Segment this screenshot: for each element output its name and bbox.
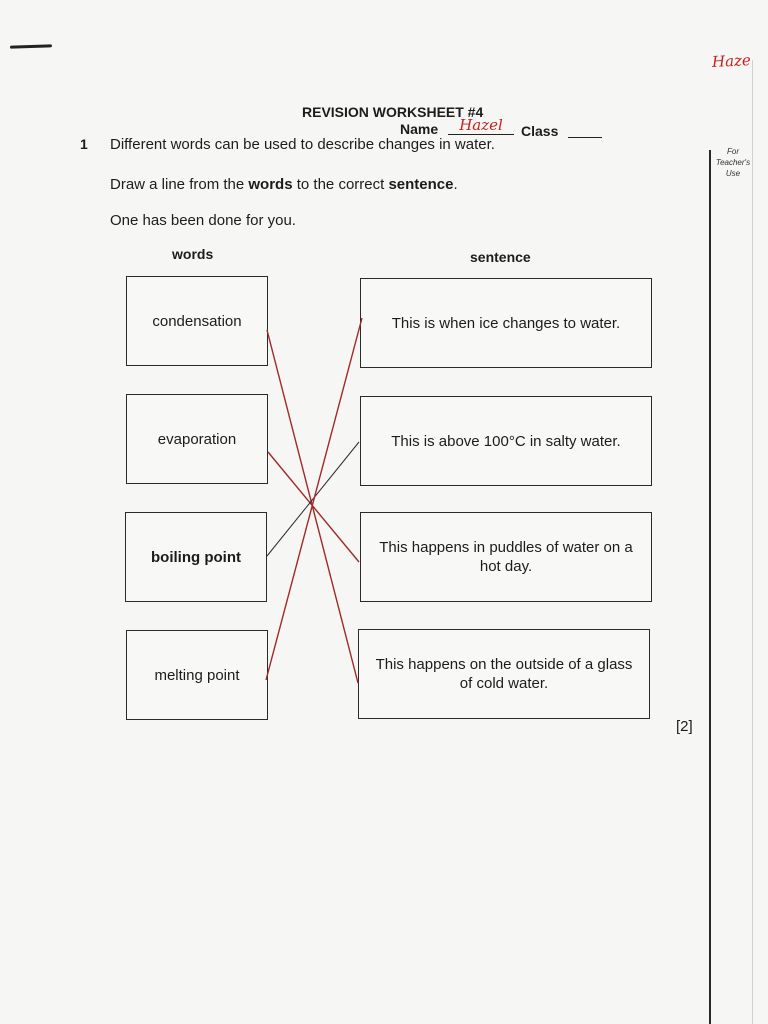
connector-line-evaporation	[268, 452, 359, 562]
teacher-use-line: Use	[725, 169, 741, 178]
word-label: evaporation	[157, 430, 237, 448]
marks-allocation: [2]	[676, 718, 693, 735]
question-text-part: Draw a line from the	[110, 176, 249, 193]
class-label: Class	[521, 123, 559, 139]
teacher-use-line: For	[727, 147, 739, 156]
question-number: 1	[80, 136, 88, 152]
question-text-bold-words: words	[248, 176, 293, 193]
sentence-text: This is above 100°C in salty water.	[391, 432, 621, 450]
word-label: melting point	[154, 666, 240, 684]
worksheet-title: REVISION WORKSHEET #4	[302, 104, 484, 120]
words-column-heading: words	[172, 246, 214, 262]
question-text-line3: One has been done for you.	[110, 212, 296, 229]
sentence-text: This is when ice changes to water.	[391, 314, 621, 332]
name-label: Name	[400, 121, 439, 137]
connector-line-boiling-point	[267, 442, 359, 556]
word-label: condensation	[152, 312, 242, 330]
name-field[interactable]: Hazel	[448, 116, 514, 135]
question-text-part: .	[453, 176, 458, 193]
connector-line-melting-point	[266, 318, 362, 680]
sentence-column-heading: sentence	[470, 249, 531, 265]
sentence-text: This happens on the outside of a glass of cold water.	[375, 656, 633, 692]
question-text-bold-sentence: sentence	[388, 176, 454, 193]
teacher-use-line: Teacher's	[715, 158, 751, 167]
sentence-text: This happens in puddles of water on a hot day.	[379, 539, 633, 575]
question-text-line1: Different words can be used to describe changes in water.	[110, 136, 495, 153]
word-label: boiling point	[151, 548, 241, 566]
question-text-part: to the correct	[292, 176, 389, 193]
handwritten-corner-note: Haze	[711, 50, 752, 72]
